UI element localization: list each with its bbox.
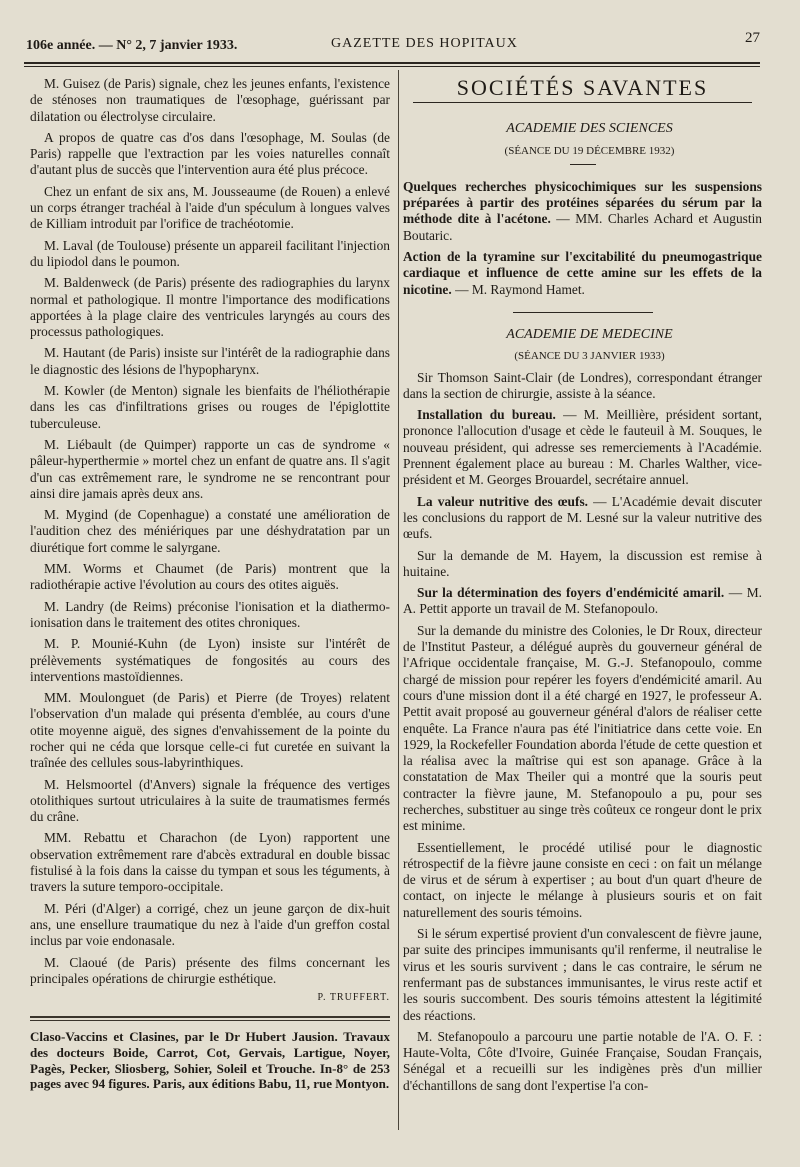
sciences-item-1-authors: — MM. Charles Achard et Augustin Boutaric. [403,211,762,243]
paragraph-laval: M. Laval (de Toulouse) présente un appareil facilitant l'injection du lipiodol dans le poumon. [30,237,390,269]
paragraph-guisez: M. Guisez (de Paris) signale, chez les jeunes enfants, l'existence de sténoses non traumatiques de l'œsophage, guérissant par dilatation ou électrolyse circulaire. [30,76,390,124]
page-number: 27 [745,30,760,46]
author-signature: P. TRUFFERT. [317,992,390,1004]
book-advertisement [30,1029,390,1091]
oeufs-text: — L'Académie devait discuter les conclusions du rapport de M. Lesné sur la valeur nutritive des œufs. [403,493,762,542]
section-rule [413,102,752,103]
oeufs-paragraph-2: Sur la demande de M. Hayem, la discussion est remise à huitaine. [403,547,762,579]
paragraph-jousseaume: Chez un enfant de six ans, M. Jousseaume (de Rouen) a enlevé un corps étranger trachéal à l'aide d'un spéculum à longues valves de Killiam introduit par l'orifice de trachéotomie. [30,183,390,232]
journal-title: GAZETTE DES HOPITAUX [331,36,518,51]
paragraph-claoue: M. Claoué (de Paris) présente des films concernant les principales opérations de chirurgie esthétique. [30,954,390,986]
section-title: SOCIÉTÉS SAVANTES [456,75,709,100]
oeufs-paragraph [403,494,762,543]
installation-bureau [403,407,762,488]
amaril-paragraph-1: Sur la demande du ministre des Colonies, le Dr Roux, directeur de l'Institut Pasteur, a délégué auprès du gouverneur général de l'Afrique occidentale française, M. G.-J. Stefanopoulo, comme chargé de mission pour repérer les foyers d'endémicité amaril. Au cours d'une mission dont il a été chargé en 1927, le professeur A. Pettit avait proposé au gouverneur général d'alors de réaliser cette enquête. La France n'aura pas été l'initiatrice dans cette voie. En 1929, la Rockefeller Foundation aborda l'étude de cette question et la réalisa avec la maîtrise qui est son apanage. Grâce à la constatation de Max Theiler qui a montré que la souris peut contracter la fièvre jaune, M. Stefanopoulo a pu, pour ses recherches, substituer au singe très coûteux ce rongeur dont le prix est minime. [403,622,762,834]
ad-rule [30,1016,390,1021]
paragraph-mounie: M. P. Mounié-Kuhn (de Lyon) insiste sur l'intérêt de prélèvements systématiques de fongosités au cours des interventions mastoïdiennes. [30,636,390,684]
short-rule [570,164,596,165]
academie-sciences-seance: (SÉANCE DU 19 DÉCEMBRE 1932) [504,144,675,157]
amaril-paragraph-3: Si le sérum expertisé provient d'un convalescent de fièvre jaune, par suite des principes immunisants qu'il renferme, il neutralise le virus et les souris survivent ; dans le cas contraire, le sérum ne renfermant pas de substances immunisantes, le virus reste actif et les souris succombent. Des souris témoins attestent la légitimité des réactions. [403,926,762,1023]
sciences-item-1 [403,179,762,244]
paragraph-kowler: M. Kowler (de Menton) signale les bienfaits de l'héliothérapie dans les cas d'infiltrations grises ou rouges de l'épiglottite tuberculeuse. [30,383,390,431]
paragraph-helsmoortel: M. Helsmoortel (d'Anvers) signale la fréquence des vertiges otolithiques surtout utriculaires à la suite de traumatismes fermés du crâne. [30,776,390,825]
paragraph-worms: MM. Worms et Chaumet (de Paris) montrent que la radiothérapie active l'évolution au cours des otites aiguës. [30,561,390,593]
oeufs-title: La valeur nutritive des œufs. [417,493,589,509]
amaril-author: — M. A. Pettit apporte un travail de M. Stefanopoulo. [403,585,763,617]
paragraph-peri: M. Péri (d'Alger) a corrigé, chez un jeune garçon de dix-huit ans, une ensellure traumatique du nez à l'aide d'un greffon costal inclus par voie endonasale. [30,900,390,949]
amaril-title: Sur la détermination des foyers d'endémicité amaril. [417,585,725,601]
header-rule [24,62,760,67]
sciences-item-2 [403,249,762,298]
academie-medecine-title: ACADEMIE DE MEDECINE [506,326,673,342]
paragraph-hautant: M. Hautant (de Paris) insiste sur l'intérêt de la radiographie dans le diagnostic des lésions de l'hypopharynx. [30,345,390,377]
ad-text: Claso-Vaccins et Clasines, par le Dr Hubert Jausion. Travaux des docteurs Boide, Carrot, Cot, Gervais, Lartigue, Noyer, Pagès, Pecker, Sliosberg, Sohier, Soleil et Trouche. In-8° de 253 pages avec 94 figures. Paris, aux éditions Babu, 11, rue Montyon. [30,1029,390,1092]
paragraph-mygind: M. Mygind (de Copenhague) a constaté une amélioration de l'audition chez des méniériques par une déshydratation par un diurétique fort comme le salyrgane. [30,507,390,555]
paragraph-liebault: M. Liébault (de Quimper) rapporte un cas de syndrome « pâleur-hyperthermie » mortel chez un enfant de quatre ans. Il s'agit d'un cas extrêmement rare, le syndrome ne se rencontrant pour ainsi dire jamais après deux ans. [30,436,390,501]
right-column [403,76,762,1099]
left-column [30,76,390,1097]
installation-text: — M. Meillière, président sortant, prononce l'allocution d'usage et cède le fauteuil à M. Souques, le nouveau président, qui adresse ses remerciements à l'Académie. Prennent également place au bureau : M. Charles Walther, vice-président et M. Georges Brouardel, secrétaire annuel. [403,407,762,488]
medecine-intro: Sir Thomson Saint-Clair (de Londres), correspondant étranger dans la section de chirurgie, assiste à la séance. [403,369,762,401]
paragraph-rebattu: MM. Rebattu et Charachon (de Lyon) rapportent une observation extrêmement rare d'abcès extradural en double bissac fistulisé à la fois dans la caisse du tympan et sous les téguments, à travers la suture temporo-occipitale. [30,830,390,895]
amaril-paragraph-4: M. Stefanopoulo a parcouru une partie notable de l'A. O. F. : Haute-Volta, Côte d'Ivoire, Guinée Française, Soudan Français, Sénégal et a recueilli sur les indigènes près d'un millier d'échantillons de sang dont l'expertise l'a con- [403,1028,762,1093]
mid-rule [513,312,653,313]
paragraph-soulas: A propos de quatre cas d'os dans l'œsophage, M. Soulas (de Paris) rappelle que l'extraction par les voies naturelles connaît d'autant plus de succès que l'intervention aura été plus précoce. [30,129,390,178]
amaril-heading [403,585,762,618]
page-header [26,30,760,58]
paragraph-moulonguet: MM. Moulonguet (de Paris) et Pierre (de Troyes) relatent l'observation d'un malade qui présenta d'emblée, au cours d'une otite moyenne aiguë, des signes d'envahissement de la pointe du rocher qui ne céda que lorsque celle-ci fut curetée en suivant la traînée des cellules sous-labyrinthiques. [30,690,390,771]
sciences-item-2-title: Action de la tyramine sur l'excitabilité du pneumogastrique cardiaque et influence de cette amine sur les effets de la nicotine. [403,249,762,297]
paragraph-baldenweck: M. Baldenweck (de Paris) présente des radiographies du larynx normal et pathologique. Il montre l'importance des modifications apportées à la plage claire des ventricules laryngés au cours des processus pathologiques. [30,275,390,340]
column-divider [398,70,399,1130]
academie-medecine-seance: (SÉANCE DU 3 JANVIER 1933) [514,350,665,363]
issue-info: 106e année. — N° 2, 7 janvier 1933. [26,38,238,53]
paragraph-landry: M. Landry (de Reims) préconise l'ionisation et la diathermo-ionisation dans le traitement des otites chroniques. [30,598,390,630]
amaril-paragraph-2: Essentiellement, le procédé utilisé pour le diagnostic rétrospectif de la fièvre jaune consiste en ceci : on fait un mélange de virus et de sérum à expertiser ; au bout d'un quart d'heure de contact, on injecte le mélange à plusieurs souris et on fait naturellement des souris témoins. [403,839,762,920]
sciences-item-1-title: Quelques recherches physicochimiques sur les suspensions préparées à partir des protéines séparées du sérum par la méthode dite à l'acétone. [403,178,762,227]
sciences-item-2-authors: — M. Raymond Hamet. [451,281,585,297]
academie-sciences-title: ACADEMIE DES SCIENCES [506,121,673,137]
installation-title: Installation du bureau. [417,407,556,423]
